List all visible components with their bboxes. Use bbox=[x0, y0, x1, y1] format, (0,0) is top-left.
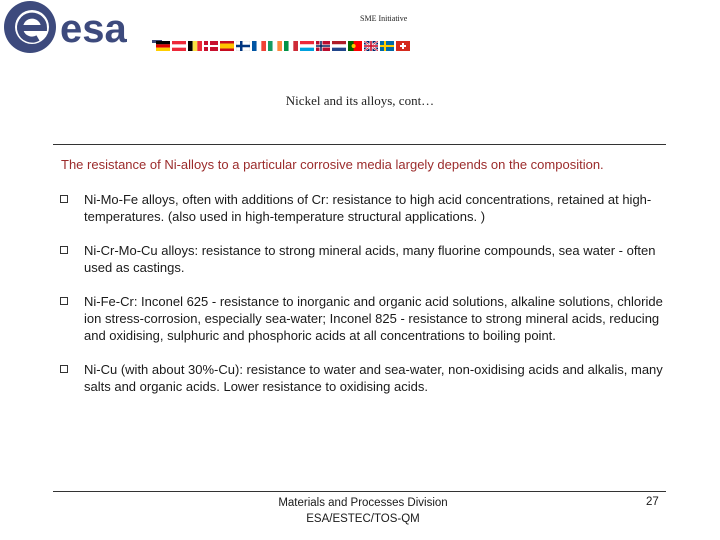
header-tag: SME Initiative bbox=[360, 14, 408, 23]
france-flag-icon bbox=[252, 41, 266, 51]
page-number: 27 bbox=[646, 496, 659, 508]
checkbox-bullet-icon bbox=[60, 195, 68, 203]
sweden-flag-icon bbox=[380, 41, 394, 51]
spain-flag-icon bbox=[220, 41, 234, 51]
uk-flag-icon bbox=[364, 41, 378, 51]
bullet-text: Ni-Fe-Cr: Inconel 625 - resistance to inorganic and organic acid solutions, alkaline solutions, chloride ion stress-corrosion, especially sea-water; Inconel 825 - resistance to strong mineral acids, reducing and oxidising, sulphuric and phosphoric acids at all concentrations to boiling point. bbox=[84, 294, 663, 343]
denmark-flag-icon bbox=[204, 41, 218, 51]
netherlands-flag-icon bbox=[332, 41, 346, 51]
bullet-list bbox=[59, 191, 671, 412]
top-divider bbox=[53, 144, 666, 145]
list-item bbox=[59, 191, 671, 225]
footer-division: Materials and Processes Division bbox=[278, 497, 448, 509]
germany-flag-icon bbox=[156, 41, 170, 51]
switzerland-flag-icon bbox=[396, 41, 410, 51]
list-item bbox=[59, 361, 671, 395]
belgium-flag-icon bbox=[188, 41, 202, 51]
italy-flag-icon bbox=[284, 41, 298, 51]
list-item bbox=[59, 242, 671, 276]
list-item bbox=[59, 293, 671, 344]
ireland-flag-icon bbox=[268, 41, 282, 51]
member-flags bbox=[156, 41, 410, 51]
footer-department: ESA/ESTEC/TOS-QM bbox=[306, 513, 420, 525]
bullet-text: Ni-Mo-Fe alloys, often with additions of Cr: resistance to high acid concentrations, retained at high-temperatures. (also used in high-temperature structural applications. ) bbox=[84, 192, 652, 224]
bottom-divider bbox=[53, 491, 666, 492]
esa-logo bbox=[2, 0, 162, 56]
bullet-text: Ni-Cr-Mo-Cu alloys: resistance to strong mineral acids, many fluorine compounds, sea water - often used as castings. bbox=[84, 243, 656, 275]
finland-flag-icon bbox=[236, 41, 250, 51]
checkbox-bullet-icon bbox=[60, 297, 68, 305]
slide-title: Nickel and its alloys, cont… bbox=[285, 93, 435, 108]
footer bbox=[213, 495, 513, 527]
bullet-text: Ni-Cu (with about 30%-Cu): resistance to water and sea-water, non-oxidising acids and alkalis, many salts and organic acids. Lower resistance to oxidising acids. bbox=[84, 362, 663, 394]
portugal-flag-icon bbox=[348, 41, 362, 51]
esa-logo-text: esa bbox=[60, 7, 127, 51]
checkbox-bullet-icon bbox=[60, 365, 68, 373]
austria-flag-icon bbox=[172, 41, 186, 51]
luxembourg-flag-icon bbox=[300, 41, 314, 51]
checkbox-bullet-icon bbox=[60, 246, 68, 254]
intro-text: The resistance of Ni-alloys to a particular corrosive media largely depends on the composition. bbox=[61, 157, 604, 172]
norway-flag-icon bbox=[316, 41, 330, 51]
